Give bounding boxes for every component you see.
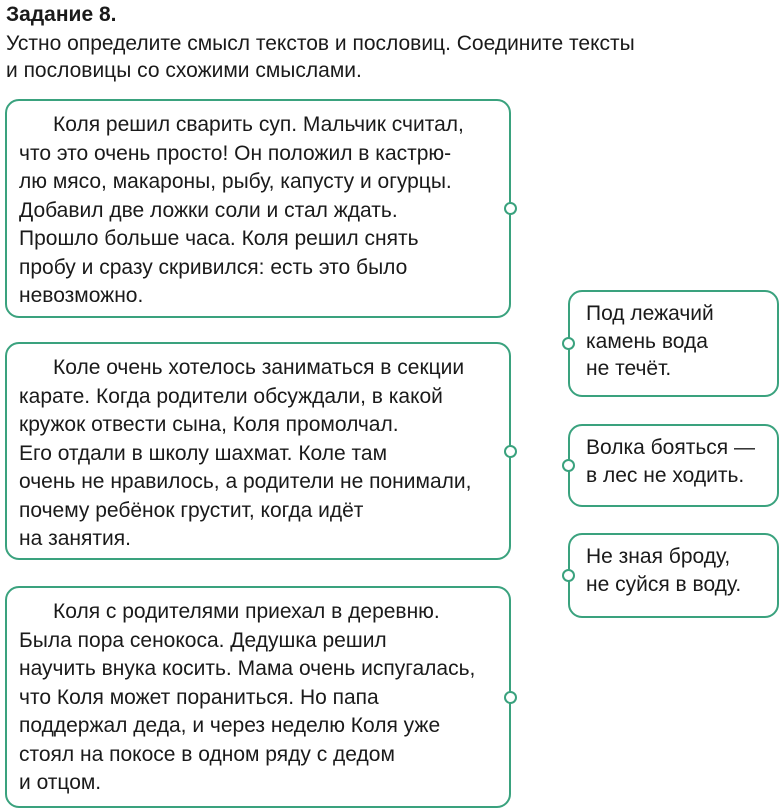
- connector-dot[interactable]: [562, 569, 575, 582]
- proverb-card-2[interactable]: [568, 424, 779, 507]
- text-card-1[interactable]: [5, 99, 511, 318]
- connector-dot[interactable]: [504, 445, 517, 458]
- connector-dot[interactable]: [504, 202, 517, 215]
- connector-dot[interactable]: [504, 691, 517, 704]
- proverb-card-1-text: Под лежачий камень вода не течёт.: [586, 302, 714, 380]
- text-card-1-body: Коля решил сварить суп. Мальчик считал, что это очень просто! Он положил в кастрю- лю мясо, макароны, рыбу, капусту и огурцы. Добавил две ложки соли и стал ждать. Прошло больше часа. Коля решил снять пробу и сразу скривился: есть это было невозможно.: [19, 113, 464, 307]
- text-card-2-body: Коле очень хотелось заниматься в секции карате. Когда родители обсуждали, в какой кружок отвести сына, Коля промолчал. Его отдали в школу шахмат. Коле там очень не нравилось, а родители не понимали, почему ребёнок грустит, когда идёт на занятия.: [19, 356, 472, 550]
- connector-dot[interactable]: [562, 337, 575, 350]
- task-title: Задание 8.: [6, 3, 117, 26]
- connector-dot[interactable]: [562, 459, 575, 472]
- proverb-card-2-text: Волка бояться — в лес не ходить.: [586, 436, 755, 487]
- text-card-3-body: Коля с родителями приехал в деревню. Была пора сенокоса. Дедушка решил научить внука косить. Мама очень испугалась, что Коля может пораниться. Но папа поддержал деда, и через неделю Коля уже стоял на покосе в одном ряду с дедом и отцом.: [19, 600, 476, 794]
- proverb-card-1[interactable]: [568, 290, 779, 397]
- text-card-2[interactable]: [5, 342, 511, 560]
- proverb-card-3[interactable]: [568, 533, 779, 618]
- proverb-card-3-text: Не зная броду, не суйся в воду.: [586, 545, 742, 596]
- task-instruction: Устно определите смысл текстов и пословиц. Соедините тексты и пословицы со схожими смыслами.: [6, 32, 635, 82]
- text-card-3[interactable]: [5, 586, 511, 808]
